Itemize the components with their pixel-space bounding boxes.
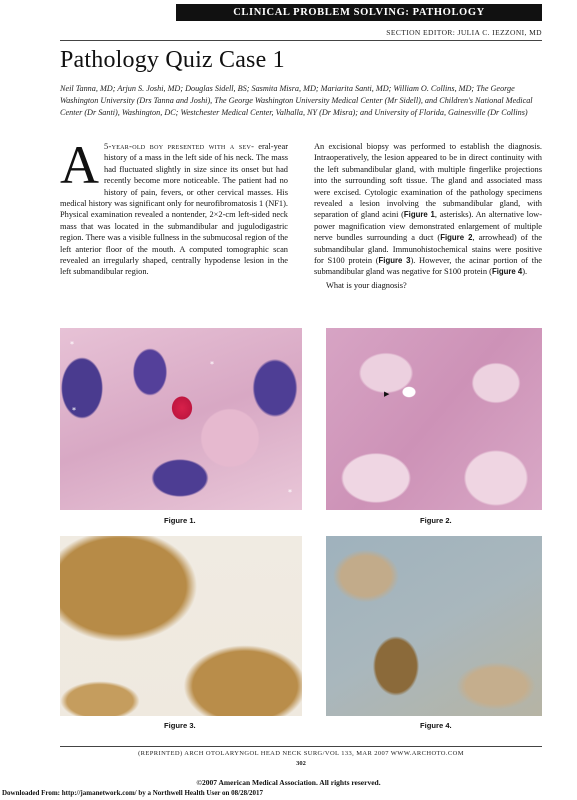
figure-4-image	[326, 536, 542, 716]
drop-cap: A	[60, 135, 99, 195]
page-number: 302	[296, 760, 306, 767]
author-list: Neil Tanna, MD; Arjun S. Joshi, MD; Douglas Sidell, BS; Sasmita Misra, MD; Mariarita Santi, MD; William O. Collins, MD; The George Washington University (Drs Tanna and Joshi), The George Washington University Medical Center (Mr Sidell), and Children's National Medical Center (Dr Santi), Washington, DC; Westchester Medical Center, Valhalla, NY (Dr Misra); and University of Florida, Gainesville (Dr Collins)	[60, 84, 533, 117]
figure-4-caption: Figure 4.	[420, 721, 452, 730]
diagnosis-question: What is your diagnosis?	[326, 280, 407, 290]
figure-1-ref: Figure 1	[403, 210, 435, 220]
asterisk-marker: *	[70, 340, 74, 349]
body-text-5: ).	[522, 267, 528, 277]
arrowhead-marker: ▶	[384, 390, 390, 398]
figure-4-ref: Figure 4	[491, 267, 523, 277]
copyright-notice: ©2007 American Medical Association. All rights reserved.	[196, 778, 381, 787]
asterisk-marker: *	[288, 488, 292, 497]
case-history-text: eral-year history of a mass in the left side of his neck. The mass had fluctuated slightly in size since its onset but had recently become more noticeable. The patient had no history of pain, fevers, or other cervical masses. His medical history was significant only for neurofibromatosis 1 (NF1). Physical examination revealed a nontender, 2×2-cm left-sided neck mass that was located in the submandibular and jugulodigastric region. There was a visible fullness in the submucosal region of the left anterior floor of the mouth. A computed tomographic scan revealed an irregularly shaped, centrally hypodense lesion in the left submandibular region.	[60, 142, 289, 277]
body-text-2: , asterisks). An alternative low-power magnification view demonstrated enlargement of multiple nerve bundles surrounding a duct (	[314, 210, 542, 243]
body-text-1: An excisional biopsy was performed to establish the diagnosis. Intraoperatively, the lesion appeared to be in direct continuity with the left submandibular gland, with multiple fingerlike projections into the surrounding soft tissue. The gland and associated mass were excised. Cytologic examination of the pathology specimens revealed a lesion involving the submandibular gland, with separation of gland acini (	[314, 142, 542, 220]
section-editor: SECTION EDITOR: JULIA C. IEZZONI, MD	[386, 28, 542, 37]
figure-3-ref: Figure 3	[378, 256, 411, 266]
figure-1-caption: Figure 1.	[164, 516, 196, 525]
header-rule	[60, 40, 542, 41]
body-text-4: ). However, the acinar portion of the submandibular gland was negative for S100 protein (	[314, 256, 542, 277]
figure-2-ref: Figure 2	[440, 233, 473, 243]
asterisk-marker: *	[210, 360, 214, 369]
body-text-3: , arrowhead) of the submandibular gland. Immunohistochemical stains were positive for S100 protein (	[314, 233, 542, 266]
figure-3-caption: Figure 3.	[164, 721, 196, 730]
section-banner: CLINICAL PROBLEM SOLVING: PATHOLOGY	[176, 4, 542, 21]
figure-3-image	[60, 536, 302, 716]
lead-in: 5-year-old boy presented with a sev-	[104, 142, 255, 151]
article-title: Pathology Quiz Case 1	[60, 47, 285, 73]
figure-2-image	[326, 328, 542, 510]
footer-rule	[60, 746, 542, 747]
right-column	[314, 141, 542, 291]
figure-1-image	[60, 328, 302, 510]
download-note: Downloaded From: http://jamanetwork.com/ by a Northwell Health User on 08/28/2017	[2, 789, 264, 797]
journal-citation: (REPRINTED) ARCH OTOLARYNGOL HEAD NECK SURG/VOL 133, MAR 2007 WWW.ARCHOTO.COM	[138, 750, 464, 757]
asterisk-marker: *	[72, 406, 76, 415]
figure-2-caption: Figure 2.	[420, 516, 452, 525]
left-column	[60, 135, 289, 278]
